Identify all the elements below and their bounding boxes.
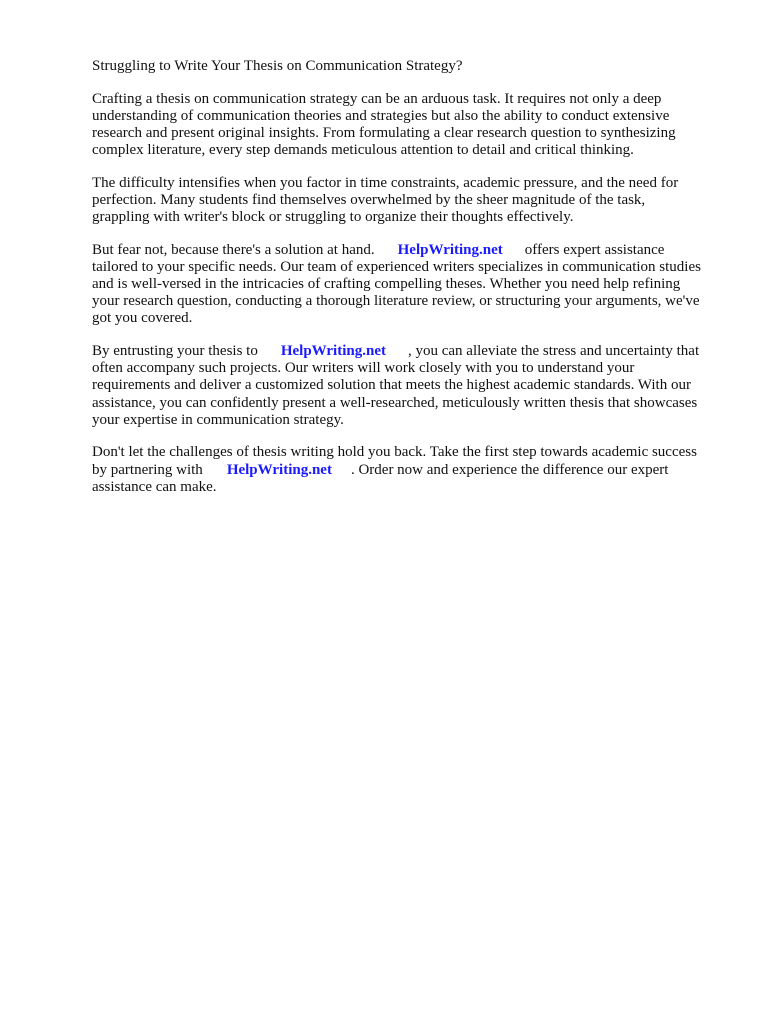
- paragraph-1: Crafting a thesis on communication strategy can be an arduous task. It requires not only a deep understanding of communication theories and strategies but also the ability to conduct extensive research and present original insights. From formulating a clear research question to synthesizing complex literature, every step demands meticulous attention to detail and critical thinking.: [92, 90, 676, 159]
- paragraph-5: Don't let the challenges of thesis writing hold you back. Take the first step towards academic success by partnering with HelpWriting.net . Order now and experience the difference our expert assistance can make.: [92, 444, 697, 495]
- paragraph-2: The difficulty intensifies when you factor in time constraints, academic pressure, and the need for perfection. Many students find themselves overwhelmed by the sheer magnitude of the task, grappling with writer's block or struggling to organize their thoughts effectively.: [92, 174, 679, 226]
- document-body: [92, 58, 732, 511]
- helpwriting-link[interactable]: HelpWriting.net: [397, 241, 503, 258]
- paragraph-3: But fear not, because there's a solution at hand. HelpWriting.net offers expert assistance tailored to your specific needs. Our team of experienced writers specializes in communication studies and is well-versed in the intricacies of crafting compelling theses. Whether you need help refining your research question, conducting a thorough literature review, or structuring your arguments, we've got you covered.: [92, 241, 701, 327]
- paragraph-4: By entrusting your thesis to HelpWriting.net , you can alleviate the stress and uncertainty that often accompany such projects. Our writers will work closely with you to understand your requirements and deliver a customized solution that meets the highest academic standards. With our assistance, you can confidently present a well-researched, meticulously written thesis that showcases your expertise in communication strategy.: [92, 343, 700, 428]
- helpwriting-link[interactable]: HelpWriting.net: [226, 461, 332, 478]
- document-title: Struggling to Write Your Thesis on Communication Strategy?: [92, 58, 463, 74]
- helpwriting-link[interactable]: HelpWriting.net: [280, 343, 386, 359]
